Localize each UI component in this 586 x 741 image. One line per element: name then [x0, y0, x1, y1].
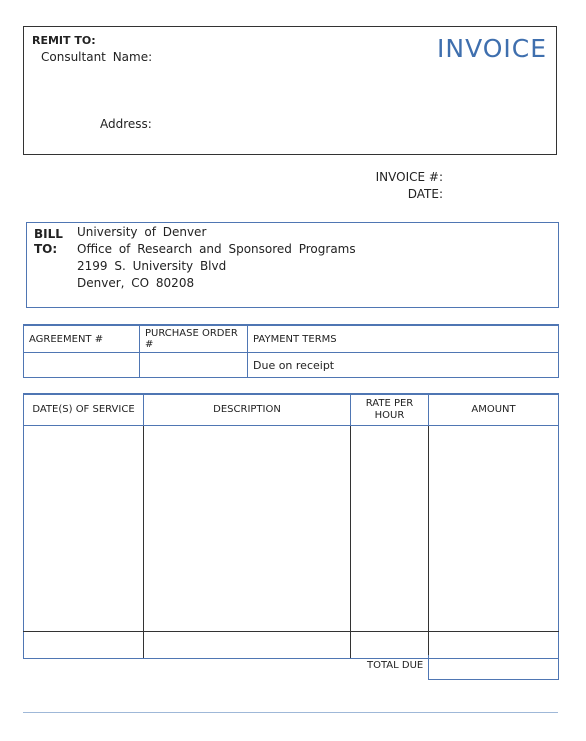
- bill-to-line: University of Denver: [77, 225, 207, 239]
- dates-of-service-header: DATE(S) OF SERVICE: [24, 394, 144, 426]
- payment-terms-cell[interactable]: Due on receipt: [248, 353, 559, 378]
- amount-header: AMOUNT: [429, 394, 559, 426]
- subtotal-rate-cell[interactable]: [351, 632, 429, 659]
- total-due-label: TOTAL DUE: [367, 660, 424, 671]
- bill-to-line: 2199 S. University Blvd: [77, 259, 227, 273]
- purchase-order-cell[interactable]: [140, 353, 248, 378]
- rate-per-hour-header: RATE PER HOUR: [351, 394, 429, 426]
- remit-to-label: REMIT TO:: [32, 34, 96, 47]
- total-due-field[interactable]: [428, 655, 559, 680]
- service-header-row: [24, 394, 559, 426]
- payment-terms-header: PAYMENT TERMS: [248, 325, 559, 353]
- bill-to-label: BILL TO:: [34, 227, 63, 256]
- agreement-number-cell[interactable]: [24, 353, 140, 378]
- date-label: DATE:: [407, 187, 443, 201]
- terms-header-row: [24, 325, 559, 353]
- subtotal-dates-cell[interactable]: [24, 632, 144, 659]
- invoice-number-label: INVOICE #:: [375, 170, 443, 184]
- bill-to-line: Office of Research and Sponsored Programs: [77, 242, 356, 256]
- footer-rule: [23, 712, 558, 713]
- subtotal-description-cell[interactable]: [144, 632, 351, 659]
- service-body-row: [24, 426, 559, 632]
- amount-cell[interactable]: [429, 426, 559, 632]
- agreement-number-header: AGREEMENT #: [24, 325, 140, 353]
- address-label: Address:: [100, 117, 152, 131]
- description-header: DESCRIPTION: [144, 394, 351, 426]
- description-cell[interactable]: [144, 426, 351, 632]
- purchase-order-header: PURCHASE ORDER #: [140, 325, 248, 353]
- consultant-name-label: Consultant Name:: [41, 50, 153, 64]
- terms-value-row: [24, 353, 559, 378]
- rate-per-hour-cell[interactable]: [351, 426, 429, 632]
- service-table: [23, 393, 559, 659]
- invoice-title: INVOICE: [437, 34, 548, 63]
- bill-to-line: Denver, CO 80208: [77, 276, 195, 290]
- dates-of-service-cell[interactable]: [24, 426, 144, 632]
- terms-table: [23, 324, 559, 378]
